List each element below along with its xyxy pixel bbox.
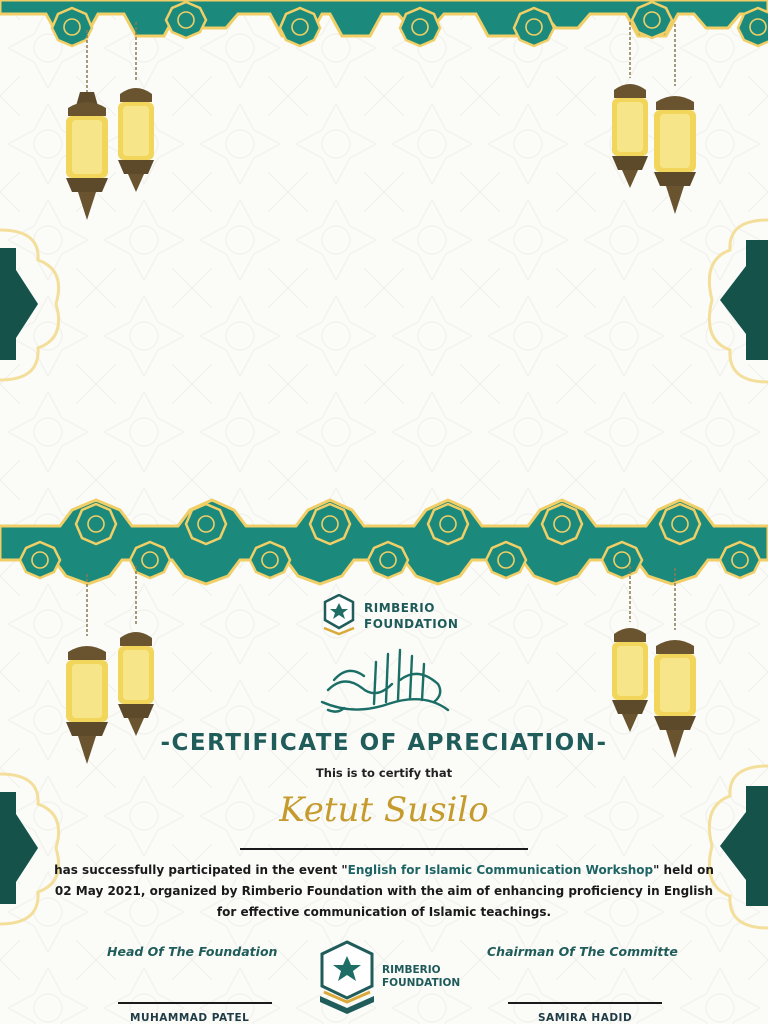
arabic-calligraphy-icon [314,644,454,720]
right-signature-title: Chairman Of The Committe [487,944,678,959]
hanging-lantern-icon [608,22,652,188]
hanging-lantern-icon [114,22,158,192]
hanging-lantern-icon [60,30,114,222]
event-name: English for Islamic Communication Workshop [347,863,654,877]
right-signature-line [508,1002,662,1004]
foundation-name: RIMBERIO FOUNDATION [382,964,461,989]
foundation-name: RIMBERIO FOUNDATION [364,601,459,631]
certificate-body: has successfully participated in the event "English for Islamic Communication Workshop" held on 02 May 2021, organized by Rimberio Foundation with the aim of enhancing proficiency in English for effective communication of Islamic teachings. [54,863,714,919]
left-side-ornament-icon [0,220,70,390]
recipient-underline [240,848,528,850]
foundation-logo [320,594,470,638]
hanging-lantern-icon [114,566,158,736]
right-side-ornament-icon [698,210,768,390]
quran-book-icon [316,940,378,1016]
foundation-logo-bottom [316,940,461,1016]
hanging-lantern-icon [648,24,702,216]
right-signature-name: SAMIRA HADID [538,1012,633,1024]
left-signature-title: Head Of The Foundation [107,944,278,959]
left-signature-name: MUHAMMAD PATEL [130,1012,250,1024]
certificate-title: -CERTIFICATE OF APRECIATION- [160,730,608,756]
certify-text: This is to certify that [315,766,453,780]
recipient-name: Ketut Susilo [279,790,489,830]
hanging-lantern-icon [608,566,652,732]
left-signature-line [118,1002,272,1004]
star-emblem-icon [320,594,358,636]
